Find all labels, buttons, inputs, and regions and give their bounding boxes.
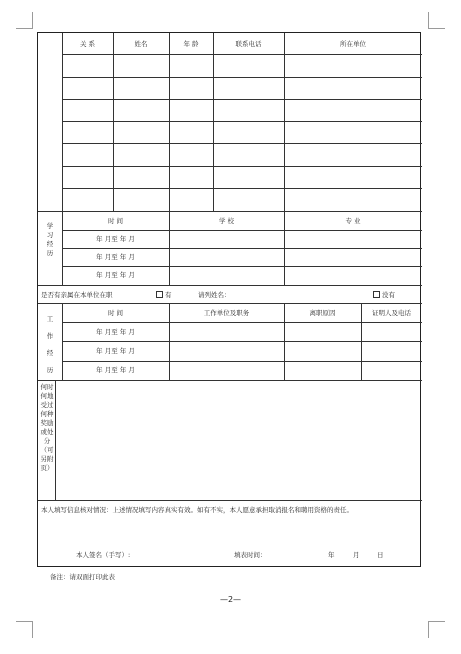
study-header-time: 时 间 xyxy=(107,217,124,225)
form-table xyxy=(37,32,421,567)
crop-mark-bottom-left xyxy=(16,621,33,638)
pledge-text: 本人填写信息核对情况：上述情况填写内容真实有效。如有不实，本人愿意承担取消报名和聘用资格的责任。 xyxy=(41,506,353,514)
option-no[interactable]: 没有 xyxy=(373,291,395,299)
checkbox-yes-icon[interactable] xyxy=(156,291,163,298)
study-side-label: 学习经历 xyxy=(46,222,54,257)
date-day: 日 xyxy=(377,551,384,559)
relatives-question: 是否有亲属在本单位在职 xyxy=(41,291,113,299)
work-header-leave-reason: 离职原因 xyxy=(309,309,336,317)
awards-side-label: 何时何地受过何种奖励或处分（可另附页） xyxy=(40,383,54,472)
family-header-name: 姓名 xyxy=(134,40,148,48)
footer-note: 备注：请双面打印此表 xyxy=(50,573,115,581)
work-side-label: 工作经历 xyxy=(46,315,54,374)
crop-mark-top-left xyxy=(16,12,33,29)
date-month: 月 xyxy=(353,551,360,559)
crop-mark-bottom-right xyxy=(428,621,445,638)
study-header-school: 学 校 xyxy=(218,217,235,225)
family-header-phone: 联系电话 xyxy=(235,40,262,48)
date-year: 年 xyxy=(328,551,335,559)
list-names-label: 请列姓名： xyxy=(198,291,231,299)
study-row-1-date: 年 月至 年 月 xyxy=(96,235,135,243)
work-row-1-date: 年 月至 年 月 xyxy=(96,328,135,336)
work-header-time: 时 间 xyxy=(107,309,124,317)
study-row-3-date: 年 月至 年 月 xyxy=(96,271,135,279)
work-header-employer-position: 工作单位及职务 xyxy=(203,309,250,317)
page-number: —2— xyxy=(219,595,242,604)
study-header-major: 专 业 xyxy=(345,217,361,225)
signature-label: 本人签名（手写）: xyxy=(76,551,131,559)
family-header-relation: 关 系 xyxy=(79,40,96,48)
option-yes[interactable]: 有 xyxy=(156,291,172,299)
fill-date-label: 填表时间： xyxy=(234,551,267,559)
work-row-2-date: 年 月至 年 月 xyxy=(96,347,135,355)
checkbox-no-icon[interactable] xyxy=(373,291,380,298)
crop-mark-top-right xyxy=(428,12,445,29)
study-row-2-date: 年 月至 年 月 xyxy=(96,253,135,261)
work-row-3-date: 年 月至 年 月 xyxy=(96,366,135,374)
work-header-reference: 证明人及电话 xyxy=(372,309,411,317)
family-header-employer: 所在单位 xyxy=(340,40,366,48)
family-header-age: 年 龄 xyxy=(183,40,199,48)
